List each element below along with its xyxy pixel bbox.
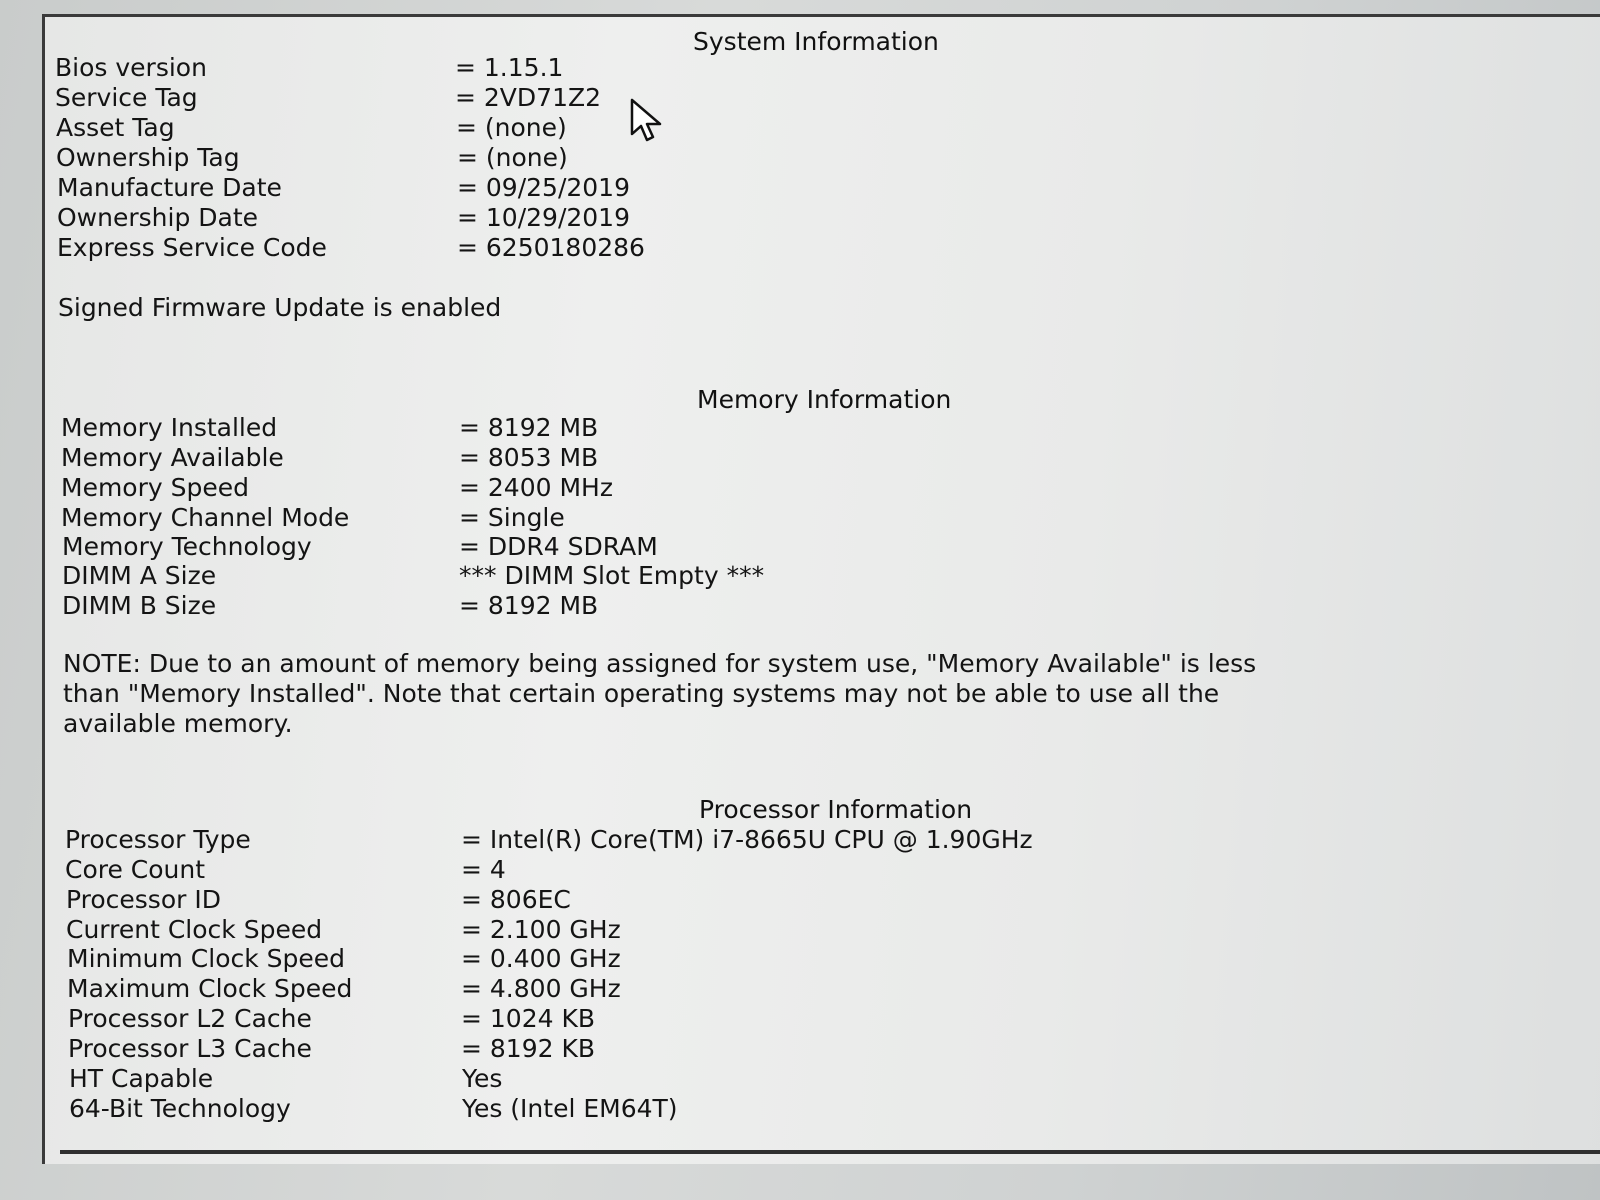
row-label: Processor Type xyxy=(65,825,251,854)
row-value: Yes (Intel EM64T) xyxy=(462,1094,678,1123)
row-label: Service Tag xyxy=(55,83,198,112)
system-information-panel xyxy=(42,14,1600,1164)
row-value: = 10/29/2019 xyxy=(457,203,630,232)
row-label: HT Capable xyxy=(69,1064,214,1093)
row-label: Memory Installed xyxy=(61,413,278,442)
row-label: Manufacture Date xyxy=(57,173,282,202)
processor-information-title: Processor Information xyxy=(699,795,973,824)
row-value: = DDR4 SDRAM xyxy=(459,532,658,561)
memory-note-line: NOTE: Due to an amount of memory being assigned for system use, "Memory Available" is less xyxy=(63,649,1257,678)
row-label: Core Count xyxy=(65,855,206,884)
row-label: Ownership Tag xyxy=(56,143,240,172)
mouse-pointer-icon xyxy=(630,98,666,144)
memory-note-line: than "Memory Installed". Note that certain operating systems may not be able to use all the xyxy=(63,679,1220,708)
row-value: = 8192 MB xyxy=(459,413,598,442)
row-value: = 2VD71Z2 xyxy=(455,83,601,112)
row-value: = 0.400 GHz xyxy=(461,944,621,973)
row-label: Memory Technology xyxy=(62,532,312,561)
row-label: DIMM A Size xyxy=(62,561,217,590)
row-value: Yes xyxy=(462,1064,503,1093)
row-label: DIMM B Size xyxy=(62,591,217,620)
row-value: = 1024 KB xyxy=(461,1004,595,1033)
row-label: Express Service Code xyxy=(57,233,327,262)
row-label: Memory Speed xyxy=(61,473,249,502)
row-value: = (none) xyxy=(456,113,567,142)
row-value: = 4 xyxy=(461,855,506,884)
memory-information-title: Memory Information xyxy=(697,385,952,414)
row-label: 64-Bit Technology xyxy=(69,1094,291,1123)
row-value: = 806EC xyxy=(461,885,571,914)
row-label: Processor L2 Cache xyxy=(68,1004,312,1033)
row-value: = (none) xyxy=(457,143,568,172)
row-label: Memory Available xyxy=(61,443,284,472)
row-value: = 09/25/2019 xyxy=(457,173,630,202)
row-value: = 2400 MHz xyxy=(459,473,613,502)
row-label: Bios version xyxy=(55,53,207,82)
row-value: = 8053 MB xyxy=(459,443,598,472)
memory-note-line: available memory. xyxy=(63,709,293,738)
row-value: = 1.15.1 xyxy=(455,53,563,82)
row-label: Asset Tag xyxy=(56,113,175,142)
row-label: Processor ID xyxy=(66,885,221,914)
row-value: = 8192 KB xyxy=(461,1034,595,1063)
system-information-title: System Information xyxy=(693,27,939,56)
row-value: = 6250180286 xyxy=(457,233,645,262)
row-value: = Single xyxy=(459,503,565,532)
row-label: Ownership Date xyxy=(57,203,259,232)
panel-bottom-border xyxy=(60,1150,1600,1154)
firmware-update-status: Signed Firmware Update is enabled xyxy=(58,293,502,322)
row-value: = 2.100 GHz xyxy=(461,915,621,944)
row-value: = 4.800 GHz xyxy=(461,974,621,1003)
row-label: Processor L3 Cache xyxy=(68,1034,312,1063)
row-value: *** DIMM Slot Empty *** xyxy=(459,561,765,590)
row-label: Memory Channel Mode xyxy=(61,503,350,532)
row-value: = Intel(R) Core(TM) i7-8665U CPU @ 1.90GHz xyxy=(461,825,1033,854)
memory-note xyxy=(63,649,1256,739)
row-value: = 8192 MB xyxy=(459,591,598,620)
row-label: Current Clock Speed xyxy=(66,915,323,944)
row-label: Minimum Clock Speed xyxy=(67,944,346,973)
row-label: Maximum Clock Speed xyxy=(67,974,353,1003)
